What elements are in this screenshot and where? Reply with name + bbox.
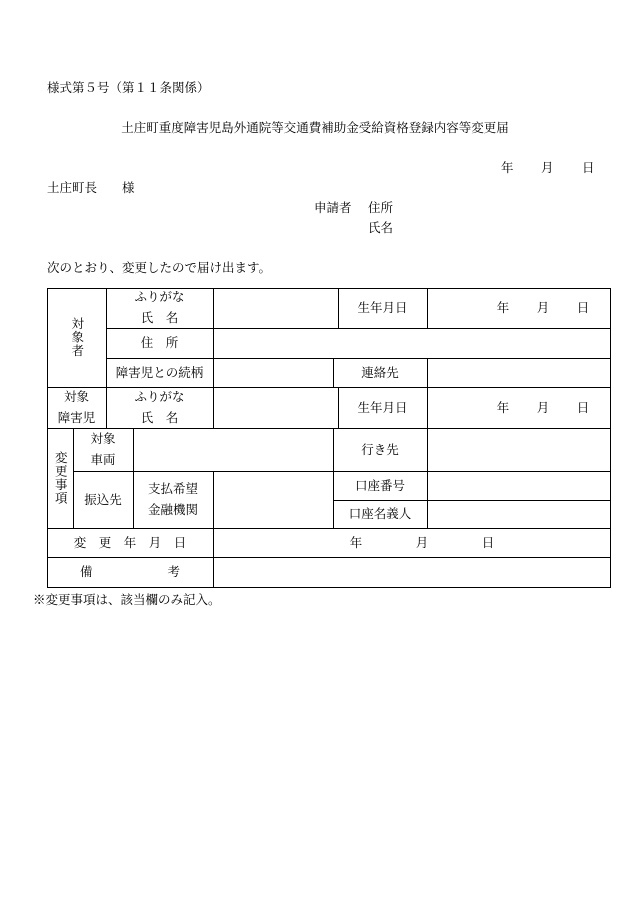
date-day: 日 bbox=[582, 160, 595, 175]
target-child-label-line1: 対象 bbox=[63, 388, 89, 404]
year-label: 年 bbox=[496, 300, 510, 315]
subject-address-field[interactable] bbox=[213, 328, 611, 358]
change-day-label: 日 bbox=[481, 534, 495, 550]
account-holder-label: 口座名義人 bbox=[348, 506, 412, 521]
child-month-label: 月 bbox=[536, 399, 550, 415]
bank-label-line2: 金融機関 bbox=[147, 501, 198, 517]
form-number: 様式第５号（第１１条関係） bbox=[47, 80, 210, 95]
child-year-label: 年 bbox=[496, 399, 510, 415]
relation-label: 障害児との続柄 bbox=[115, 364, 204, 380]
relation-field[interactable] bbox=[213, 358, 333, 387]
contact-field[interactable] bbox=[427, 358, 611, 387]
account-number-label: 口座番号 bbox=[354, 477, 405, 493]
bank-label bbox=[133, 471, 213, 528]
vehicle-field[interactable] bbox=[133, 428, 333, 471]
child-furigana-label: ふりがな bbox=[134, 388, 185, 404]
remarks-field[interactable] bbox=[213, 557, 611, 587]
change-year-label: 年 bbox=[349, 534, 363, 550]
contact-label: 連絡先 bbox=[361, 364, 399, 380]
change-date-field[interactable] bbox=[213, 528, 611, 557]
subject-person-label: 対象者 bbox=[69, 317, 85, 358]
date-month: 月 bbox=[541, 160, 554, 175]
change-items-label: 変更事項 bbox=[53, 451, 69, 505]
vehicle-label-line2: 車両 bbox=[90, 451, 116, 467]
target-child-label bbox=[47, 387, 106, 428]
footnote: ※変更事項は、該当欄のみ記入。 bbox=[33, 592, 221, 607]
bank-label-line1: 支払希望 bbox=[147, 480, 198, 496]
day-label: 日 bbox=[576, 300, 590, 315]
applicant-label: 申請者 bbox=[314, 200, 352, 215]
child-birthdate-field[interactable] bbox=[427, 387, 611, 428]
child-birthdate-label: 生年月日 bbox=[357, 399, 408, 415]
remarks-label: 備 考 bbox=[79, 564, 180, 579]
destination-field[interactable] bbox=[427, 428, 611, 471]
bank-field[interactable] bbox=[213, 471, 333, 528]
subject-name-label bbox=[106, 288, 213, 328]
date-year: 年 bbox=[501, 160, 514, 175]
month-label: 月 bbox=[536, 300, 550, 315]
account-holder-field[interactable] bbox=[427, 500, 611, 528]
applicant-name-label: 氏名 bbox=[368, 220, 394, 235]
change-month-label: 月 bbox=[415, 534, 429, 550]
intro-text: 次のとおり、変更したので届け出ます。 bbox=[47, 260, 272, 275]
child-name-label bbox=[106, 387, 213, 428]
account-number-field[interactable] bbox=[427, 471, 611, 500]
target-child-label-line2: 障害児 bbox=[57, 409, 96, 425]
subject-birthdate-label: 生年月日 bbox=[357, 300, 408, 315]
addressee: 土庄町長 様 bbox=[47, 180, 135, 195]
applicant-address-label: 住所 bbox=[368, 200, 394, 215]
transfer-label: 振込先 bbox=[84, 491, 122, 507]
change-date-label: 変 更 年 月 日 bbox=[73, 534, 187, 550]
child-name-text: 氏 名 bbox=[140, 409, 179, 425]
subject-birthdate-field[interactable] bbox=[427, 288, 611, 328]
subject-name-field[interactable] bbox=[213, 288, 338, 328]
name-label: 氏 名 bbox=[140, 310, 179, 325]
vehicle-label bbox=[73, 428, 133, 471]
child-day-label: 日 bbox=[576, 399, 590, 415]
destination-label: 行き先 bbox=[361, 441, 399, 457]
furigana-label: ふりがな bbox=[134, 289, 185, 305]
child-name-field[interactable] bbox=[213, 387, 338, 428]
vehicle-label-line1: 対象 bbox=[90, 430, 116, 446]
form-title: 土庄町重度障害児島外通院等交通費補助金受給資格登録内容等変更届 bbox=[121, 120, 509, 135]
subject-address-label: 住 所 bbox=[140, 335, 179, 350]
